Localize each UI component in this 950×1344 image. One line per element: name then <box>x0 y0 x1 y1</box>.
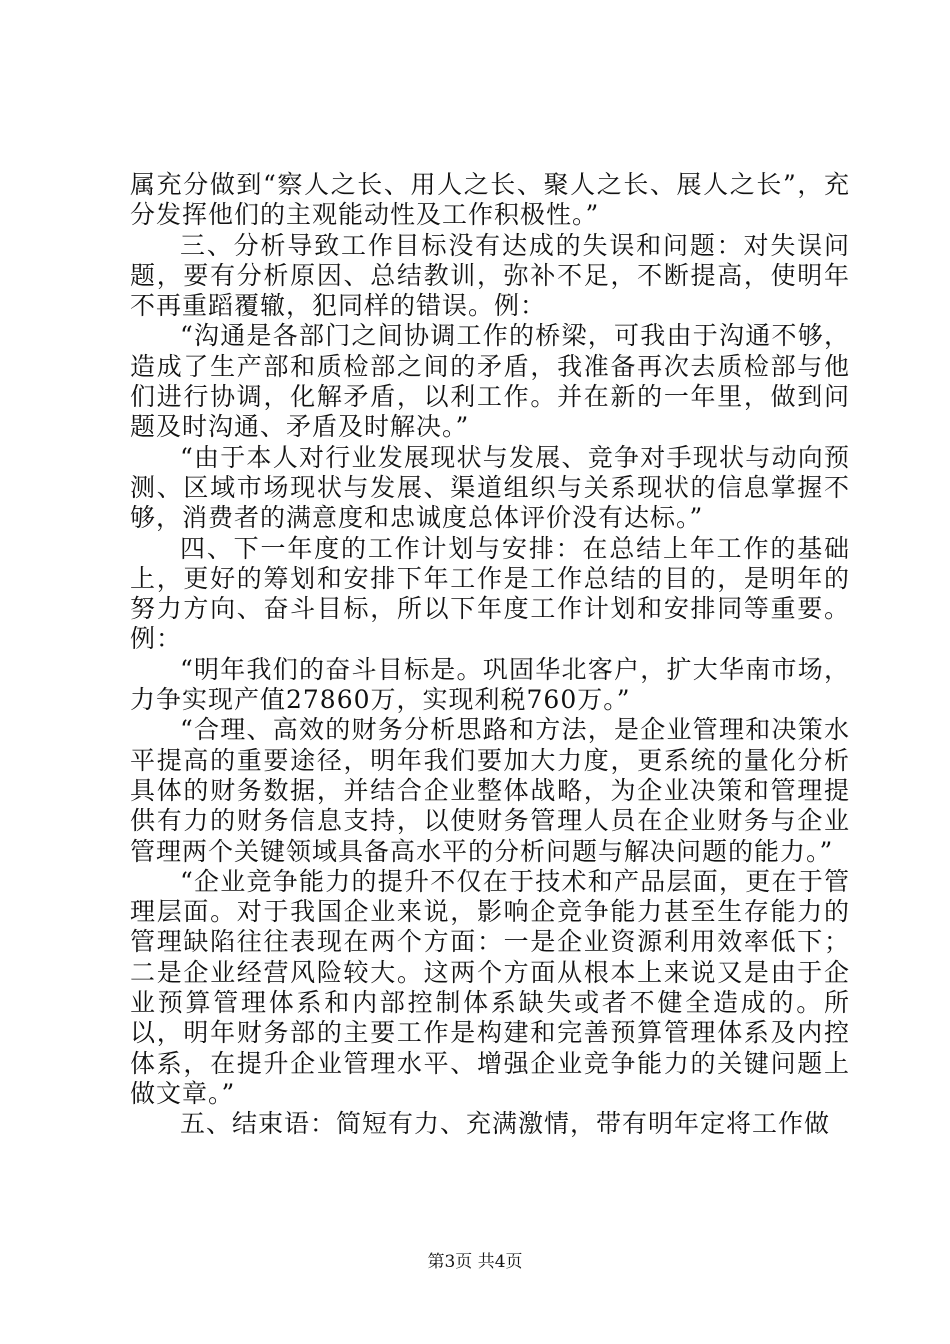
paragraph-2: 三、分析导致工作目标没有达成的失误和问题：对失误问题，要有分析原因、总结教训，弥补不足，不断提高，使明年不再重蹈覆辙，犯同样的错误。例： <box>130 230 850 321</box>
paragraph-5: 四、下一年度的工作计划与安排：在总结上年工作的基础上，更好的筹划和安排下年工作是工作总结的目的，是明年的努力方向、奋斗目标，所以下年度工作计划和安排同等重要。例： <box>130 533 850 654</box>
paragraph-9: 五、结束语：简短有力、充满激情，带有明年定将工作做 <box>180 1109 831 1139</box>
paragraph-4: “由于本人对行业发展现状与发展、竞争对手现状与动向预测、区域市场现状与发展、渠道组织与关系现状的信息掌握不够，消费者的满意度和忠诚度总体评价没有达标。” <box>130 442 850 533</box>
paragraph-6: “明年我们的奋斗目标是。巩固华北客户，扩大华南市场，力争实现产值27860万，实现利税760万。” <box>130 654 850 715</box>
paragraph-7: “合理、高效的财务分析思路和方法，是企业管理和决策水平提高的重要途径，明年我们要加大力度，更系统的量化分析具体的财务数据，并结合企业整体战略，为企业决策和管理提供有力的财务信息支持，以使财务管理人员在企业财务与企业管理两个关键领域具备高水平的分析问题与解决问题的能力。” <box>130 715 850 866</box>
paragraph-3: “沟通是各部门之间协调工作的桥梁，可我由于沟通不够，造成了生产部和质检部之间的矛盾，我准备再次去质检部与他们进行协调，化解矛盾，以利工作。并在新的一年里，做到问题及时沟通、矛盾及时解决。” <box>130 321 850 442</box>
document-body <box>130 170 850 1140</box>
paragraph-1: 属充分做到“察人之长、用人之长、聚人之长、展人之长”，充分发挥他们的主观能动性及工作积极性。” <box>130 170 850 230</box>
paragraph-8: “企业竞争能力的提升不仅在于技术和产品层面，更在于管理层面。对于我国企业来说，影响企竞争能力甚至生存能力的管理缺陷往往表现在两个方面：一是企业资源利用效率低下；二是企业经营风险较大。这两个方面从根本上来说又是由于企业预算管理体系和内部控制体系缺失或者不健全造成的。所以，明年财务部的主要工作是构建和完善预算管理体系及内控体系，在提升企业管理水平、增强企业竞争能力的关键问题上做文章。” <box>130 866 850 1108</box>
page-number-label: 第3页 共4页 <box>427 1252 523 1272</box>
page-footer <box>0 1247 950 1272</box>
